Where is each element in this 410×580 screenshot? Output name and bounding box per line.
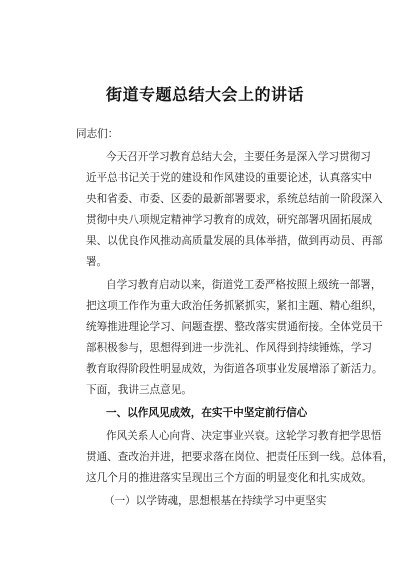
- paragraph-line: 贯通、查改治并进，把要求落在岗位、把责任压到一线。总体看，: [86, 451, 394, 463]
- paragraph-line: 下面，我讲三点意见。: [86, 384, 192, 396]
- paragraph-line: 自学习教育启动以来，街道党工委严格按照上级统一部署，: [106, 279, 382, 291]
- paragraph-line: 近平总书记关于党的建设和作风建设的重要论述，认真落实中: [86, 172, 373, 184]
- subsection-heading: （一）以学铸魂，思想根基在持续学习中更坚实: [104, 495, 327, 507]
- paragraph-line: 署。: [86, 256, 108, 268]
- paragraph-line: 央和省委、市委、区委的最新部署要求，系统总结前一阶段深入: [86, 193, 383, 205]
- paragraph-line: 这几个月的推进落实呈现出三个方面的明显变化和扎实成效。: [86, 472, 373, 484]
- paragraph-line: 作风关系人心向背、决定事业兴衰。这轮学习教育把学思悟: [106, 430, 382, 442]
- paragraph-line: 教育取得阶段性明显成效，为街道各项事业发展增添了新活力。: [86, 363, 383, 375]
- paragraph-line: 统筹推进理论学习、问题查摆、整改落实贯通衔接。全体党员干: [86, 321, 383, 333]
- salutation: 同志们：: [76, 128, 119, 140]
- paragraph-line: 部积极参与，思想得到进一步洗礼、作风得到持续锤炼，学习: [86, 342, 373, 354]
- paragraph-line: 把这项工作作为重大政治任务抓紧抓实，紧扣主题、精心组织，: [86, 300, 383, 312]
- document-title: 街道专题总结大会上的讲话: [105, 85, 304, 104]
- section-heading: 一、以作风见成效，在实干中坚定前行信心: [106, 407, 308, 419]
- paragraph-line: 今天召开学习教育总结大会，主要任务是深入学习贯彻习: [106, 151, 371, 163]
- paragraph-line: 贯彻中央八项规定精神学习教育的成效，研究部署巩固拓展成: [86, 214, 373, 226]
- paragraph-line: 果、以优良作风推动高质量发展的具体举措，做到再动员、再部: [86, 235, 383, 247]
